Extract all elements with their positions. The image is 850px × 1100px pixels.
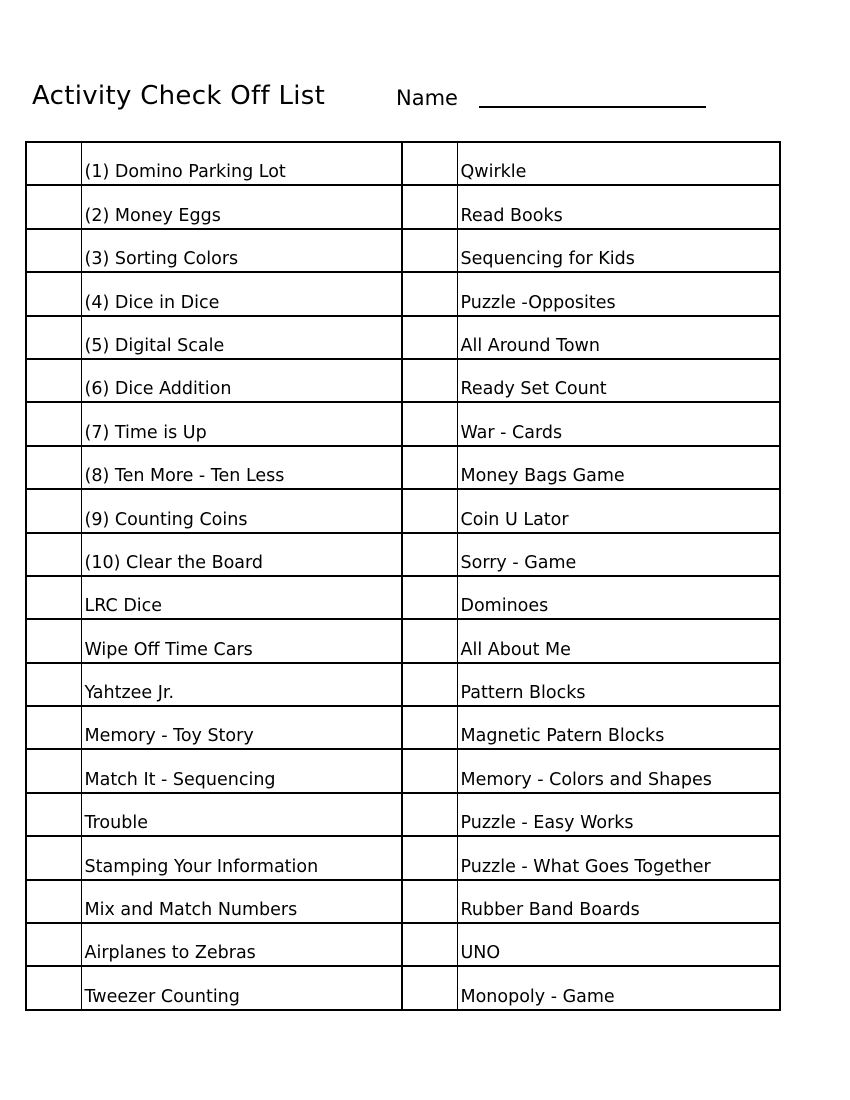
- activity-right: Ready Set Count: [457, 359, 780, 402]
- checkbox-cell-right[interactable]: [402, 793, 457, 836]
- checkbox-cell-left[interactable]: [26, 576, 81, 619]
- activity-left: (4) Dice in Dice: [81, 272, 402, 315]
- table-row: [26, 793, 780, 836]
- checkbox-cell-right[interactable]: [402, 836, 457, 879]
- activity-left: Memory - Toy Story: [81, 706, 402, 749]
- checkbox-cell-right[interactable]: [402, 663, 457, 706]
- checkbox-cell-left[interactable]: [26, 185, 81, 228]
- table-row: [26, 663, 780, 706]
- checkbox-cell-right[interactable]: [402, 402, 457, 445]
- checkbox-cell-right[interactable]: [402, 272, 457, 315]
- activity-right: Sequencing for Kids: [457, 229, 780, 272]
- activity-left: (3) Sorting Colors: [81, 229, 402, 272]
- activity-right: War - Cards: [457, 402, 780, 445]
- name-label: Name: [396, 86, 458, 110]
- activity-right: Qwirkle: [457, 142, 780, 185]
- activity-right: Sorry - Game: [457, 533, 780, 576]
- activity-left: (6) Dice Addition: [81, 359, 402, 402]
- table-row: [26, 185, 780, 228]
- activity-right: Monopoly - Game: [457, 966, 780, 1009]
- activity-right: Coin U Lator: [457, 489, 780, 532]
- table-row: [26, 836, 780, 879]
- activity-right: All Around Town: [457, 316, 780, 359]
- checkbox-cell-right[interactable]: [402, 489, 457, 532]
- checkbox-cell-right[interactable]: [402, 880, 457, 923]
- checkbox-cell-left[interactable]: [26, 316, 81, 359]
- activity-right: Money Bags Game: [457, 446, 780, 489]
- checkbox-cell-left[interactable]: [26, 966, 81, 1009]
- checkbox-cell-right[interactable]: [402, 229, 457, 272]
- checkbox-cell-left[interactable]: [26, 749, 81, 792]
- checkbox-cell-right[interactable]: [402, 316, 457, 359]
- activity-right: Magnetic Patern Blocks: [457, 706, 780, 749]
- checkbox-cell-right[interactable]: [402, 142, 457, 185]
- activity-right: Pattern Blocks: [457, 663, 780, 706]
- checkbox-cell-left[interactable]: [26, 880, 81, 923]
- checkbox-cell-left[interactable]: [26, 619, 81, 662]
- table-row: [26, 619, 780, 662]
- activity-left: (9) Counting Coins: [81, 489, 402, 532]
- page-title: Activity Check Off List: [32, 81, 326, 111]
- checkbox-cell-left[interactable]: [26, 446, 81, 489]
- activity-right: Puzzle - Easy Works: [457, 793, 780, 836]
- checkbox-cell-left[interactable]: [26, 923, 81, 966]
- table-row: [26, 880, 780, 923]
- activity-left: Tweezer Counting: [81, 966, 402, 1009]
- checkbox-cell-left[interactable]: [26, 142, 81, 185]
- checkbox-cell-right[interactable]: [402, 185, 457, 228]
- table-row: [26, 966, 780, 1009]
- checkbox-cell-right[interactable]: [402, 619, 457, 662]
- activity-right: Memory - Colors and Shapes: [457, 749, 780, 792]
- table-row: [26, 142, 780, 185]
- checkbox-cell-left[interactable]: [26, 272, 81, 315]
- checkbox-cell-left[interactable]: [26, 229, 81, 272]
- activity-left: Yahtzee Jr.: [81, 663, 402, 706]
- activity-left: Stamping Your Information: [81, 836, 402, 879]
- activity-left: (2) Money Eggs: [81, 185, 402, 228]
- activity-right: UNO: [457, 923, 780, 966]
- checkbox-cell-left[interactable]: [26, 836, 81, 879]
- activity-right: Puzzle - What Goes Together: [457, 836, 780, 879]
- activity-left: (7) Time is Up: [81, 402, 402, 445]
- table-row: [26, 533, 780, 576]
- checkbox-cell-right[interactable]: [402, 706, 457, 749]
- checkbox-cell-left[interactable]: [26, 793, 81, 836]
- activity-left: (5) Digital Scale: [81, 316, 402, 359]
- activity-checklist-table: [25, 141, 781, 1011]
- checkbox-cell-right[interactable]: [402, 533, 457, 576]
- table-row: [26, 576, 780, 619]
- activity-right: Dominoes: [457, 576, 780, 619]
- activity-left: Match It - Sequencing: [81, 749, 402, 792]
- activity-left: Wipe Off Time Cars: [81, 619, 402, 662]
- activity-left: Mix and Match Numbers: [81, 880, 402, 923]
- checkbox-cell-left[interactable]: [26, 489, 81, 532]
- table-row: [26, 229, 780, 272]
- activity-left: (1) Domino Parking Lot: [81, 142, 402, 185]
- table-row: [26, 923, 780, 966]
- table-row: [26, 359, 780, 402]
- checkbox-cell-right[interactable]: [402, 923, 457, 966]
- checkbox-cell-right[interactable]: [402, 446, 457, 489]
- activity-right: Puzzle -Opposites: [457, 272, 780, 315]
- activity-right: Read Books: [457, 185, 780, 228]
- table-row: [26, 706, 780, 749]
- table-row: [26, 446, 780, 489]
- checkbox-cell-right[interactable]: [402, 576, 457, 619]
- checkbox-cell-right[interactable]: [402, 359, 457, 402]
- activity-right: Rubber Band Boards: [457, 880, 780, 923]
- checkbox-cell-right[interactable]: [402, 966, 457, 1009]
- page-header: [32, 76, 792, 116]
- table-row: [26, 749, 780, 792]
- table-row: [26, 402, 780, 445]
- activity-left: LRC Dice: [81, 576, 402, 619]
- table-row: [26, 272, 780, 315]
- checkbox-cell-left[interactable]: [26, 706, 81, 749]
- table-row: [26, 316, 780, 359]
- activity-left: Airplanes to Zebras: [81, 923, 402, 966]
- activity-right: All About Me: [457, 619, 780, 662]
- checkbox-cell-left[interactable]: [26, 663, 81, 706]
- table-row: [26, 489, 780, 532]
- checkbox-cell-left[interactable]: [26, 533, 81, 576]
- checkbox-cell-left[interactable]: [26, 402, 81, 445]
- checkbox-cell-left[interactable]: [26, 359, 81, 402]
- name-blank-line[interactable]: [479, 106, 706, 108]
- activity-left: Trouble: [81, 793, 402, 836]
- activity-left: (8) Ten More - Ten Less: [81, 446, 402, 489]
- activity-left: (10) Clear the Board: [81, 533, 402, 576]
- checkbox-cell-right[interactable]: [402, 749, 457, 792]
